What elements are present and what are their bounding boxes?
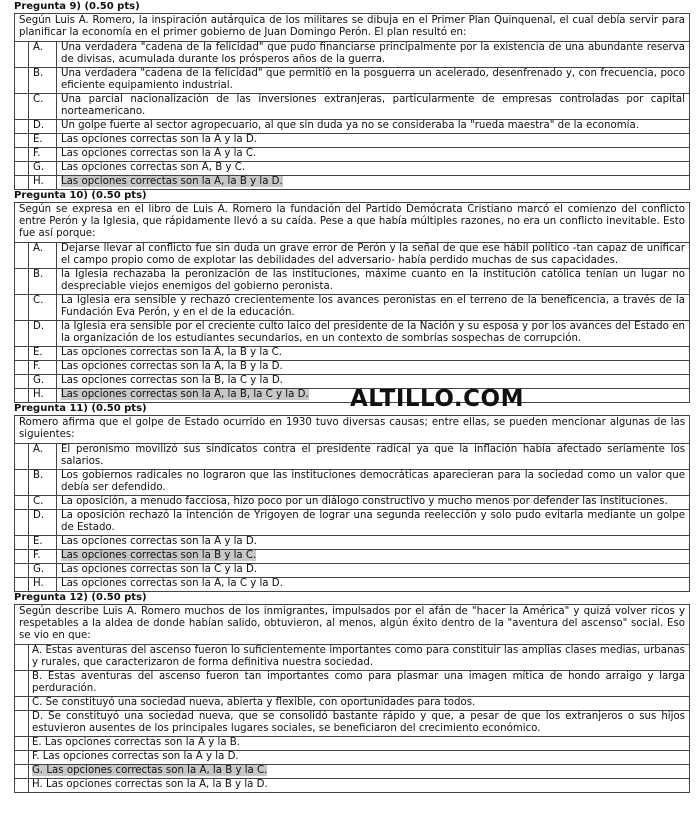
option-text: Las opciones correctas son la A, la B y la D. bbox=[61, 361, 283, 372]
option-letter: D. bbox=[29, 321, 57, 346]
option-text: Las opciones correctas son la B, la C y la D. bbox=[61, 375, 283, 386]
option-text: Las opciones correctas son la A, la C y la D. bbox=[61, 578, 283, 589]
option-text: Una verdadera "cadena de la felicidad" que pudo financiarse principalmente por la existencia de una abundante reserva de divisas, acumulada durante los prósperos años de la guerra. bbox=[61, 42, 685, 65]
option-letter: H. bbox=[29, 389, 57, 402]
option-c[interactable] bbox=[15, 93, 689, 119]
option-g[interactable] bbox=[15, 563, 689, 577]
option-letter: D. bbox=[29, 510, 57, 535]
option-letter: B. bbox=[29, 269, 57, 294]
option-letter: A. bbox=[29, 42, 57, 67]
option-letter: G. bbox=[29, 162, 57, 175]
option-letter: G. bbox=[29, 375, 57, 388]
question-9-title: Pregunta 9) (0.50 pts) bbox=[14, 1, 140, 12]
option-text: Dejarse llevar al conflicto fue sin duda un grave error de Perón y la señal de que ese hábil político -tan capaz de unificar el campo propio como de explotar las debilidades del adversario- había perdido muchas de sus capacidades. bbox=[61, 243, 685, 266]
option-text: la Iglesia era sensible por el creciente culto laico del presidente de la Nación y su esposa y por los avances del Estado en la organización de los estudiantes secundarios, en un contexto de sombrías sospechas de corrupción. bbox=[61, 321, 685, 344]
option-text: Los gobiernos radicales no lograron que las instituciones democráticas aparecieran para la sociedad como un valor que debía ser defendido. bbox=[61, 470, 685, 493]
option-text: Las opciones correctas son A, B y C. bbox=[61, 162, 246, 173]
option-e[interactable] bbox=[15, 346, 689, 360]
option-text: Las opciones correctas son la A y la C. bbox=[61, 148, 257, 159]
option-text: La Iglesia era sensible y rechazó crecientemente los avances peronistas en el terreno de la beneficencia, a través de la Fundación Eva Perón, y en el de la educación. bbox=[61, 295, 685, 318]
question-10-box bbox=[14, 202, 690, 403]
option-letter: A. bbox=[29, 243, 57, 268]
option-letter: H. bbox=[29, 176, 57, 189]
option-text: B. Estas aventuras del ascenso fueron tan importantes como para plasmar una imagen mítica de hondo arraigo y larga perduración. bbox=[32, 671, 685, 694]
option-c[interactable] bbox=[15, 294, 689, 320]
option-b[interactable] bbox=[15, 469, 689, 495]
option-text: El peronismo movilizó sus sindicatos contra el presidente radical ya que la inflación había afectado seriamente los salarios. bbox=[61, 444, 685, 467]
option-g[interactable] bbox=[15, 161, 689, 175]
option-f[interactable] bbox=[15, 360, 689, 374]
option-d[interactable] bbox=[15, 509, 689, 535]
question-10-options bbox=[15, 243, 689, 402]
selected-answer-highlight: Las opciones correctas son la A, la B, la C y la D. bbox=[61, 389, 309, 400]
option-letter: D. bbox=[29, 120, 57, 133]
option-h[interactable] bbox=[15, 577, 689, 591]
question-11-options bbox=[15, 444, 689, 591]
selected-answer-highlight: Las opciones correctas son la B y la C. bbox=[61, 550, 257, 561]
option-letter: F. bbox=[29, 550, 57, 563]
question-11-title: Pregunta 11) (0.50 pts) bbox=[14, 403, 147, 414]
question-9-box bbox=[14, 13, 690, 190]
option-b[interactable] bbox=[15, 670, 689, 696]
option-letter: F. bbox=[29, 361, 57, 374]
option-letter: E. bbox=[29, 347, 57, 360]
option-text: Una verdadera "cadena de la felicidad" que permitió en la posguerra un acelerado, desenfrenado y, con frecuencia, poco eficiente equipamiento industrial. bbox=[61, 68, 685, 91]
option-text: F. Las opciones correctas son la A y la D. bbox=[32, 751, 239, 762]
option-text: D. Se constituyó una sociedad nueva, que se consolidó bastante rápido y que, a pesar de que los extranjeros o sus hijos estuvieron ausentes de los principales lugares sociales, se beneficiaron del crecimiento económico. bbox=[32, 711, 685, 734]
option-text: A. Estas aventuras del ascenso fueron lo suficientemente importantes como para constituir las amplias clases medias, urbanas y rurales, que caracterizaron de forma definitiva nuestra sociedad. bbox=[32, 645, 685, 668]
question-9-options bbox=[15, 42, 689, 189]
option-letter: E. bbox=[29, 536, 57, 549]
option-c[interactable] bbox=[15, 696, 689, 710]
option-letter: C. bbox=[29, 496, 57, 509]
option-a[interactable] bbox=[15, 243, 689, 268]
watermark-text: ALTILLO.COM bbox=[350, 386, 524, 412]
option-f[interactable] bbox=[15, 750, 689, 764]
option-f[interactable] bbox=[15, 147, 689, 161]
question-12-title: Pregunta 12) (0.50 pts) bbox=[14, 592, 147, 603]
option-a[interactable] bbox=[15, 444, 689, 469]
selected-answer-highlight: Las opciones correctas son la A, la B y la D. bbox=[61, 176, 283, 187]
option-text: Las opciones correctas son la A y la D. bbox=[61, 134, 257, 145]
option-text: H. Las opciones correctas son la A, la B y la D. bbox=[32, 779, 268, 790]
option-g-selected[interactable] bbox=[15, 764, 689, 778]
option-letter: C. bbox=[29, 94, 57, 119]
option-text: La oposición, a menudo facciosa, hizo poco por un diálogo constructivo y mucho menos por defender las instituciones. bbox=[61, 496, 668, 507]
question-12-stem: Según describe Luis A. Romero muchos de los inmigrantes, impulsados por el afán de "hacer la América" y quizá volver ricos y respetables a la aldea de donde habían salido, obtuvieron, al menos, algún éxito dentro de la "aventura del ascenso" social. Eso se vio en que: bbox=[15, 605, 689, 645]
option-d[interactable] bbox=[15, 119, 689, 133]
option-text: E. Las opciones correctas son la A y la B. bbox=[32, 737, 241, 748]
option-letter: F. bbox=[29, 148, 57, 161]
selected-answer-highlight: G. Las opciones correctas son la A, la B y la C. bbox=[32, 765, 268, 776]
option-c[interactable] bbox=[15, 495, 689, 509]
option-h[interactable] bbox=[15, 778, 689, 792]
option-letter: H. bbox=[29, 578, 57, 591]
option-text: C. Se constituyó una sociedad nueva, abierta y flexible, con oportunidades para todos. bbox=[32, 697, 476, 708]
question-10-stem: Según se expresa en el libro de Luis A. Romero la fundación del Partido Demócrata Cristiano marcó el comienzo del conflicto entre Perón y la Iglesia, que rápidamente llevó a su caída. Pese a que había múltiples razones, no era un conflicto inevitable. Esto fue así porque: bbox=[15, 203, 689, 243]
option-text: Una parcial nacionalización de las inversiones extranjeras, particularmente de empresas controladas por capital norteamericano. bbox=[61, 94, 685, 117]
option-letter: B. bbox=[29, 470, 57, 495]
option-letter: B. bbox=[29, 68, 57, 93]
option-text: La oposición rechazó la intención de Yrigoyen de lograr una segunda reelección y solo pudo evitarla mediante un golpe de Estado. bbox=[61, 510, 685, 533]
option-e[interactable] bbox=[15, 535, 689, 549]
question-12-box bbox=[14, 604, 690, 793]
option-a[interactable] bbox=[15, 42, 689, 67]
option-f-selected[interactable] bbox=[15, 549, 689, 563]
option-b[interactable] bbox=[15, 67, 689, 93]
option-text: Las opciones correctas son la A y la D. bbox=[61, 536, 257, 547]
option-a[interactable] bbox=[15, 645, 689, 670]
option-d[interactable] bbox=[15, 320, 689, 346]
option-letter: A. bbox=[29, 444, 57, 469]
question-10-title: Pregunta 10) (0.50 pts) bbox=[14, 190, 147, 201]
option-e[interactable] bbox=[15, 736, 689, 750]
option-letter: G. bbox=[29, 564, 57, 577]
question-11-box bbox=[14, 415, 690, 592]
option-b[interactable] bbox=[15, 268, 689, 294]
question-11-stem: Romero afirma que el golpe de Estado ocurrido en 1930 tuvo diversas causas; entre ellas, se pueden mencionar algunas de las siguientes: bbox=[15, 416, 689, 444]
question-9-stem: Según Luis A. Romero, la inspiración autárquica de los militares se dibuja en el Primer Plan Quinquenal, el cual debía servir para planificar la economía en el primer gobierno de Juan Domingo Perón. El plan resultó en: bbox=[15, 14, 689, 42]
option-e[interactable] bbox=[15, 133, 689, 147]
option-text: Un golpe fuerte al sector agropecuario, al que sin duda ya no se consideraba la "rueda maestra" de la economía. bbox=[61, 120, 639, 131]
option-text: Las opciones correctas son la C y la D. bbox=[61, 564, 258, 575]
question-12-options bbox=[15, 645, 689, 792]
option-text: Las opciones correctas son la A, la B y la C. bbox=[61, 347, 283, 358]
option-letter: C. bbox=[29, 295, 57, 320]
option-text: la Iglesia rechazaba la peronización de las instituciones, máxime cuanto en la institución católica tenían un lugar no despreciable viejos enemigos del gobierno peronista. bbox=[61, 269, 685, 292]
option-letter: E. bbox=[29, 134, 57, 147]
option-h-selected[interactable] bbox=[15, 175, 689, 189]
option-d[interactable] bbox=[15, 710, 689, 736]
